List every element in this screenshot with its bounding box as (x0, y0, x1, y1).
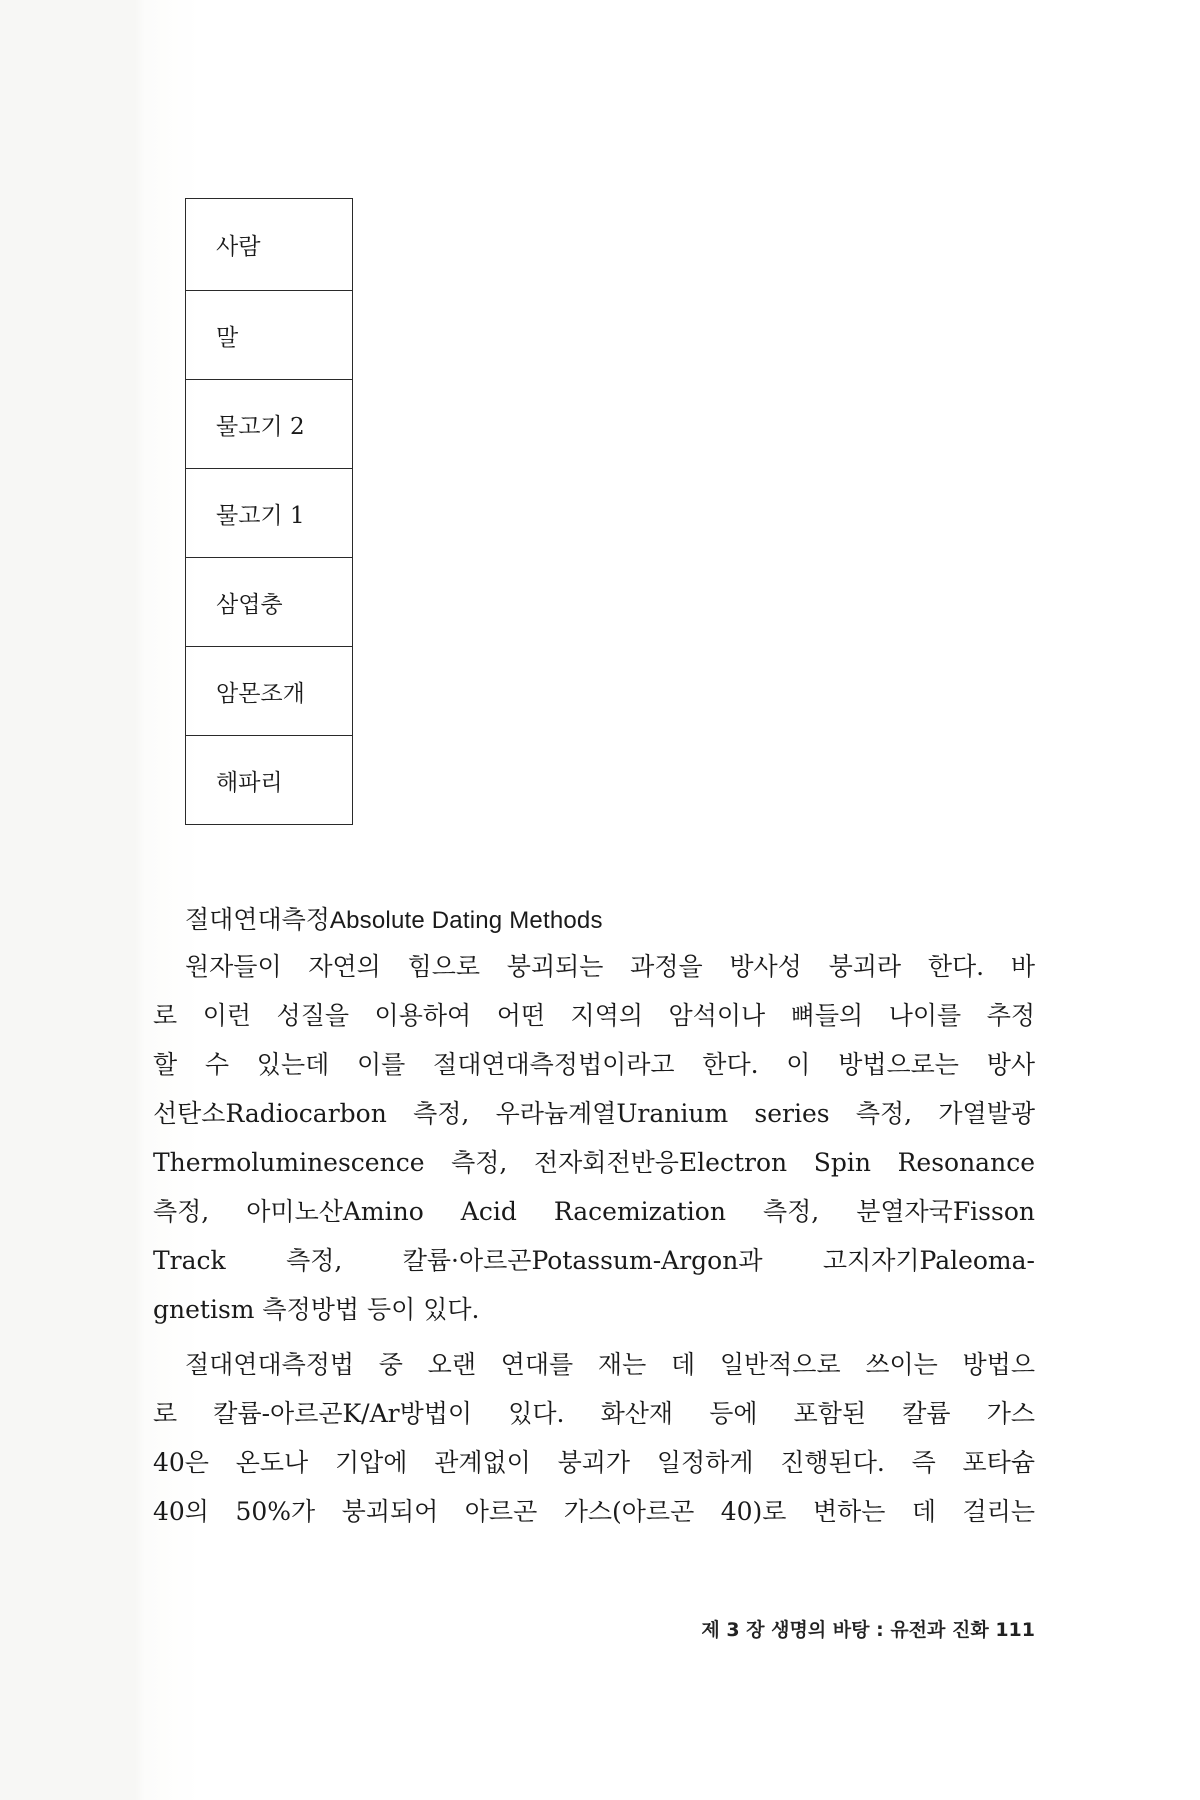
paragraph-line: 원자들이 자연의 힘으로 붕괴되는 과정을 방사성 붕괴라 한다. 바 (185, 952, 1035, 981)
section-heading-korean: 절대연대측정 (185, 905, 330, 934)
stratum-layer: 삼엽충 (186, 557, 352, 646)
page-footer: 제 3 장 생명의 바탕 : 유전과 진화 111 (701, 1619, 1035, 1641)
paragraph-line: Thermoluminescence 측정, 전자회전반응Electron Spin Resonance (153, 1148, 1035, 1177)
strata-diagram (185, 198, 353, 825)
paragraph-line: 절대연대측정법 중 오랜 연대를 재는 데 일반적으로 쓰이는 방법으 (185, 1350, 1035, 1379)
paragraph-line: 할 수 있는데 이를 절대연대측정법이라고 한다. 이 방법으로는 방사 (153, 1050, 1035, 1079)
stratum-layer: 말 (186, 290, 352, 379)
paragraph-line: 로 칼륨-아르곤K/Ar방법이 있다. 화산재 등에 포함된 칼륨 가스 (153, 1399, 1035, 1428)
section-heading-english: Absolute Dating Methods (329, 907, 603, 934)
stratum-layer: 사람 (216, 234, 261, 260)
paragraph-line: 40의 50%가 붕괴되어 아르곤 가스(아르곤 40)로 변하는 데 걸리는 (153, 1497, 1035, 1526)
section-heading (185, 900, 603, 936)
paragraph-line: gnetism 측정방법 등이 있다. (153, 1295, 480, 1324)
paragraph-line: 선탄소Radiocarbon 측정, 우라늄계열Uranium series 측정, 가열발광 (153, 1099, 1035, 1128)
stratum-layer: 물고기 2 (186, 379, 352, 468)
paragraph-line: 로 이런 성질을 이용하여 어떤 지역의 암석이나 뼈들의 나이를 추정 (153, 1001, 1035, 1030)
paragraph-line: 측정, 아미노산Amino Acid Racemization 측정, 분열자국Fisson (153, 1197, 1035, 1226)
stratum-layer: 암몬조개 (186, 646, 352, 735)
stratum-layer: 해파리 (186, 735, 352, 824)
paragraph-line: Track 측정, 칼륨·아르곤Potassum-Argon과 고지자기Paleoma- (153, 1246, 1035, 1275)
paragraph-line: 40은 온도나 기압에 관계없이 붕괴가 일정하게 진행된다. 즉 포타슘 (153, 1448, 1035, 1477)
stratum-layer: 물고기 1 (186, 468, 352, 557)
